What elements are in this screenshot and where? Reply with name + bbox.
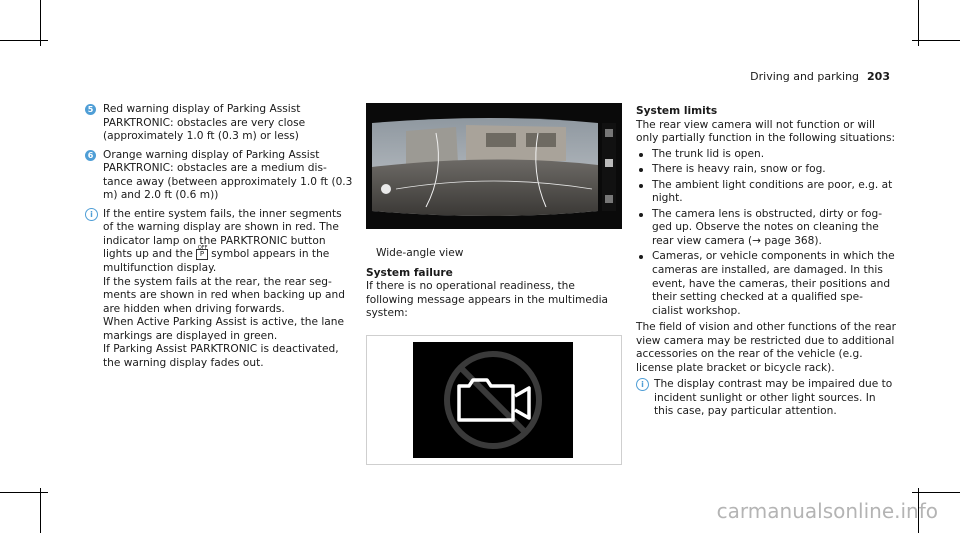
note-paragraph: If Parking Assist PARKTRONIC is deactivated, the warning display fades out. bbox=[103, 343, 339, 369]
note-block bbox=[636, 378, 898, 419]
note-block bbox=[85, 208, 353, 371]
item-text: Orange warning display of Parking Assist PARKTRONIC: obstacles are a medium dis- tance away (between approximately 1.0 ft (0.3 m) and 2.0 ft (0.6 m)) bbox=[103, 148, 353, 202]
crop-mark bbox=[0, 40, 48, 41]
list-item: The camera lens is obstructed, dirty or fog- ged up. Observe the notes on cleaning the rear view camera (→ page 368). bbox=[636, 208, 898, 249]
page-number: 203 bbox=[867, 70, 890, 83]
crop-mark bbox=[912, 40, 960, 41]
parktronic-off-symbol-icon bbox=[196, 245, 208, 260]
camera-unavailable-screen bbox=[413, 342, 573, 458]
list-item: The trunk lid is open. bbox=[636, 148, 898, 162]
symbol-sup: OFF bbox=[197, 245, 208, 252]
section-heading: System failure bbox=[366, 266, 453, 279]
section-heading: System limits bbox=[636, 105, 718, 117]
camera-wide-angle-image bbox=[366, 103, 622, 229]
list-item bbox=[85, 149, 353, 203]
column-right bbox=[636, 103, 898, 419]
list-item: The ambient light conditions are poor, e.g. at night. bbox=[636, 179, 898, 206]
camera-view-illustration bbox=[366, 103, 622, 229]
info-icon: i bbox=[636, 378, 649, 391]
section-text: The rear view camera will not function or will only partially function in the following situations: bbox=[636, 118, 896, 145]
list-item: Cameras, or vehicle components in which the cameras are installed, are damaged. In this event, have the cameras, their positions and their setting checked at a qualified spe- cialist workshop. bbox=[636, 250, 898, 318]
symbol-letter: P bbox=[199, 250, 205, 259]
note-text: The display contrast may be impaired due to incident sunlight or other light sources. In this case, pay particular attention. bbox=[654, 378, 893, 418]
number-badge: 5 bbox=[85, 104, 96, 115]
section-text: The field of vision and other functions of the rear view camera may be restricted due to additional accessories on the rear of the vehicle (e.g. license plate bracket or bicycle rack). bbox=[636, 321, 896, 374]
list-item bbox=[85, 103, 353, 144]
note-paragraph: When Active Parking Assist is active, the lane markings are displayed in green. bbox=[103, 316, 345, 342]
list-item: There is heavy rain, snow or fog. bbox=[636, 163, 898, 177]
info-icon: i bbox=[85, 208, 98, 221]
section-text: If there is no operational readiness, the following message appears in the multimedia system: bbox=[366, 280, 609, 320]
note-paragraph: If the system fails at the rear, the rear seg- ments are shown in red when backing up and are hidden when driving forwards. bbox=[103, 275, 345, 315]
section-title: Driving and parking bbox=[750, 70, 860, 83]
item-text: Red warning display of Parking Assist PARKTRONIC: obstacles are very close (approximately 1.0 ft (0.3 m) or less) bbox=[103, 103, 306, 143]
crop-mark bbox=[0, 492, 48, 493]
camera-disabled-icon bbox=[413, 342, 573, 458]
note-text-part: symbol appears in the multifunction display. bbox=[103, 248, 330, 275]
number-badge: 6 bbox=[85, 150, 96, 161]
column-middle bbox=[366, 103, 622, 465]
crop-mark bbox=[40, 488, 41, 533]
crop-mark bbox=[912, 492, 960, 493]
image-caption: Wide-angle view bbox=[376, 247, 464, 259]
column-left bbox=[85, 103, 353, 370]
note-text-part: If the entire system fails, the inner segments of the warning display are shown in red. The indicator lamp on the PARKTRONIC button lights up and the bbox=[103, 207, 342, 261]
note-text bbox=[103, 208, 353, 276]
watermark-text: carmanualsonline.info bbox=[716, 499, 938, 524]
system-failure-image bbox=[366, 335, 622, 465]
page-header bbox=[750, 70, 890, 84]
